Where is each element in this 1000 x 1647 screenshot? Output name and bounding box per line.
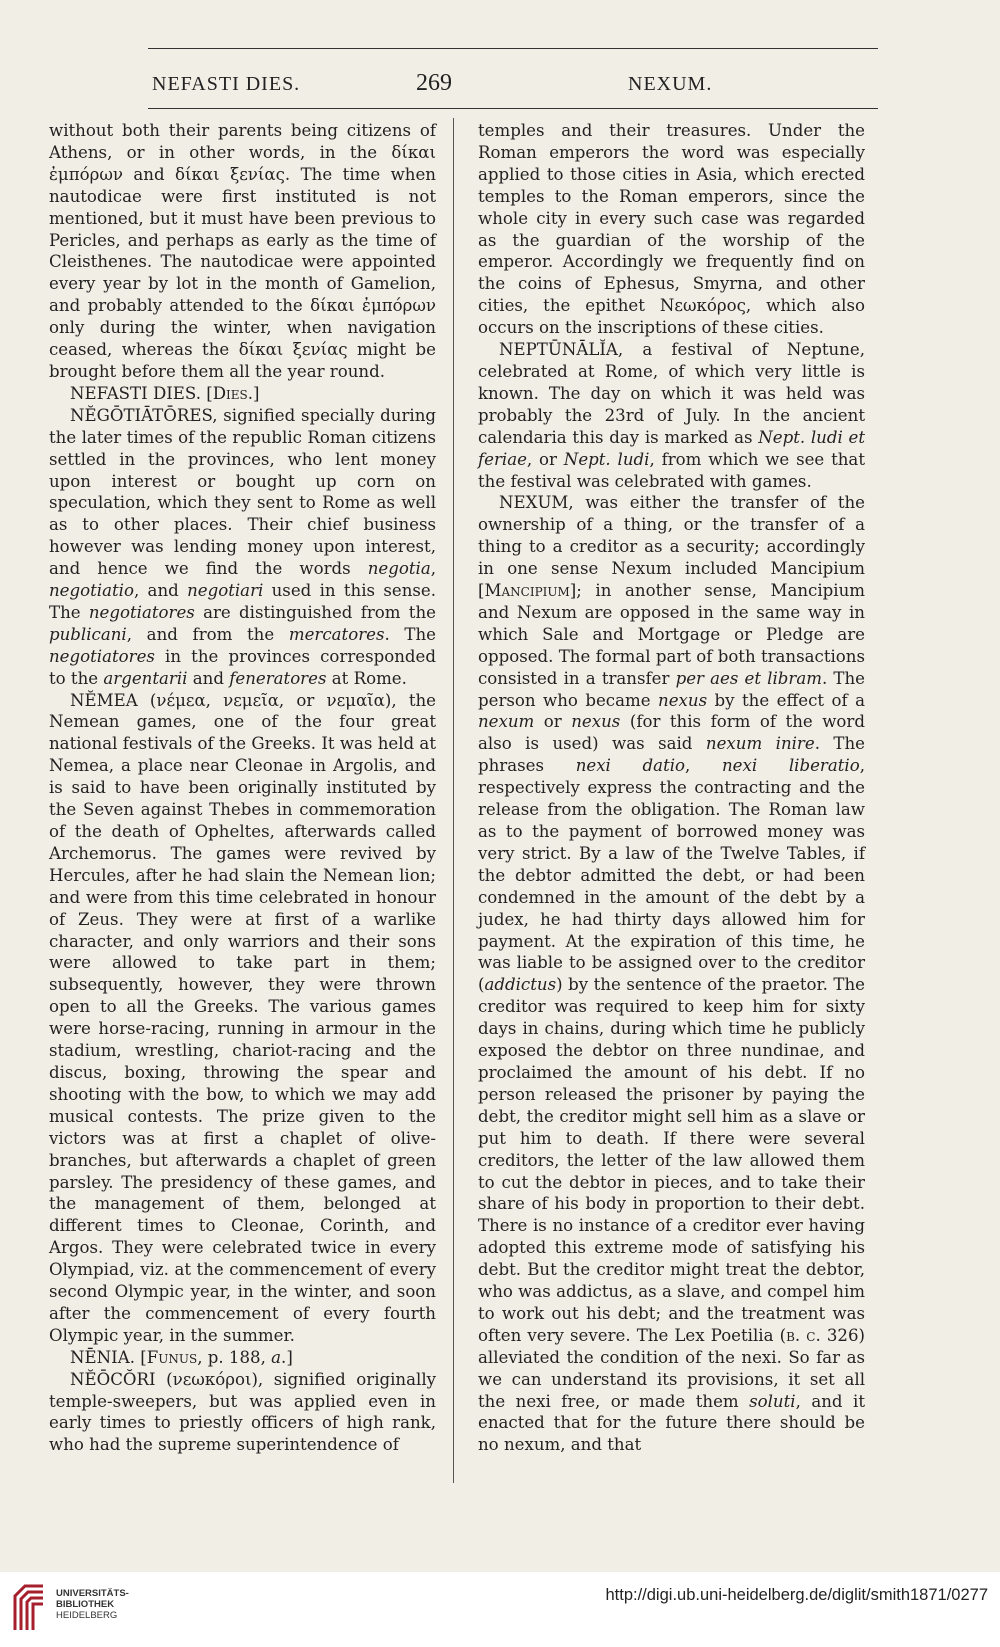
page-number: 269 [416, 70, 452, 96]
paragraph: NĒNIA. [Funus, p. 188, a.] [70, 1347, 293, 1367]
logo-line-3: HEIDELBERG [56, 1610, 118, 1621]
right-column [478, 120, 865, 1456]
paragraph: NEXUM, was either the transfer of the ownership of a thing, or the transfer of a thing to a creditor as a security; accordingly in one sense Nexum included Mancipium [Mancipium]; in another sense, Mancipium and Nexum are opposed in the same way in which Sale and Mortgage or Pledge are opposed. The formal part of both transactions consisted in a transfer per aes et libram. The person who became nexus by the effect of a nexum or nexus (for this form of the word also is used) was said nexum inire. The phrases nexi datio, nexi liberatio, respectively express the contracting and the release from the obligation. The Roman law as to the payment of borrowed money was very strict. By a law of the Twelve Tables, if the debtor admitted the debt, or had been condemned in the amount of the debt by a judex, he had thirty days allowed him for payment. At the expiration of this time, he was liable to be assigned over to the creditor (addictus) by the sentence of the praetor. The creditor was required to keep him for sixty days in chains, during which time he publicly exposed the debtor on three nundinae, and proclaimed the amount of his debt. If no person released the prisoner by paying the debt, the creditor might sell him as a slave or put him to death. If there were several creditors, the letter of the law allowed them to cut the debtor in pieces, and to take their share of his body in proportion to their debt. There is no instance of a creditor ever having adopted this extreme mode of satisfying his debt. But the creditor might treat the debtor, who was addictus, as a slave, and compel him to work out his debt; and the treatment was often very severe. The Lex Poetilia (b. c. 326) alleviated the condition of the nexi. So far as we can understand its provisions, it set all the nexi free, or made them soluti, and it enacted that for the future there should be no nexum, and that [478, 493, 866, 1455]
library-logo[interactable] [9, 1582, 149, 1642]
column-divider [453, 118, 454, 1483]
library-logo-icon [9, 1582, 49, 1634]
paragraph: NEPTŪNĀLĬA, a festival of Neptune, celebrated at Rome, of which very little is known. The day on which it was held was probably the 23rd of July. In the ancient calendaria this day is marked as Nept. ludi et feriae, or Nept. ludi, from which we see that the festival was celebrated with games. [478, 340, 865, 491]
footer-bar [0, 1572, 1000, 1647]
running-head-right: NEXUM. [628, 73, 713, 95]
paragraph: NĔGŌTIĀTŌRES, signified specially during the later times of the republic Roman citizens settled in the provinces, who lent money upon interest or bought up corn on speculation, which they sent to Rome as well as to other places. Their chief business however was lending money upon interest, and hence we find the words negotia, negotiatio, and negotiari used in this sense. The negotiatores are distinguished from the publicani, and from the mercatores. The negotiatores in the provinces corresponded to the argentarii and feneratores at Rome. [49, 405, 437, 688]
paragraph: NĔMEA (νέμεα, νεμεῖα, or νεμαῖα), the Nemean games, one of the four great national festivals of the Greeks. It was held at Nemea, a place near Cleonae in Argolis, and is said to have been originally instituted by the Seven against Thebes in commemoration of the death of Opheltes, afterwards called Archemorus. The games were revived by Hercules, after he had slain the Nemean lion; and were from this time celebrated in honour of Zeus. They were at first of a warlike character, and only warriors and their sons were allowed to take part in them; subsequently, however, they were thrown open to all the Greeks. The various games were horse-racing, running in armour in the stadium, wrestling, chariot-racing and the discus, boxing, throwing the spear and shooting with the bow, to which we may add musical contests. The prize given to the victors was at first a chaplet of olive-branches, but afterwards a chaplet of green parsley. The presidency of these games, and the management of them, belonged at different times to Cleonae, Corinth, and Argos. They were celebrated twice in every Olympiad, viz. at the commencement of every second Olympic year, in the winter, and soon after the commencement of every fourth Olympic year, in the summer. [49, 690, 436, 1345]
left-column [49, 120, 436, 1456]
logo-line-1: UNIVERSITÄTS- [56, 1588, 129, 1599]
top-rule [148, 48, 878, 49]
permalink-url[interactable]: http://digi.ub.uni-heidelberg.de/diglit/smith1871/0277 [605, 1586, 988, 1604]
paragraph: NEFASTI DIES. [Dies.] [70, 383, 260, 403]
paragraph: NĔŌCŎRI (νεωκόροι), signified originally temple-sweepers, but was applied even in early times to priestly officers of high rank, who had the supreme superintendence of [49, 1369, 436, 1455]
library-logo-text [56, 1588, 129, 1621]
paragraph: temples and their treasures. Under the Roman emperors the word was especially applied to those cities in Asia, which erected temples to the Roman emperors, since the whole city in every such case was regarded as the guardian of the worship of the emperor. Accordingly we frequently find on the coins of Ephesus, Smyrna, and other cities, the epithet Νεωκόρος, which also occurs on the inscriptions of these cities. [478, 121, 865, 338]
running-head [148, 70, 878, 98]
paragraph: without both their parents being citizens of Athens, or in other words, in the δίκαι ἐμπόρων and δίκαι ξενίας. The time when nautodicae were first instituted is not mentioned, but it must have been previous to Pericles, and perhaps as early as the time of Cleisthenes. The nautodicae were appointed every year by lot in the month of Gamelion, and probably attended to the δίκαι ἐμπόρων only during the winter, when navigation ceased, whereas the δίκαι ξενίας might be brought before them all the year round. [49, 121, 436, 381]
header-rule [148, 108, 878, 109]
running-head-left: NEFASTI DIES. [152, 73, 301, 95]
logo-line-2: BIBLIOTHEK [56, 1599, 115, 1610]
